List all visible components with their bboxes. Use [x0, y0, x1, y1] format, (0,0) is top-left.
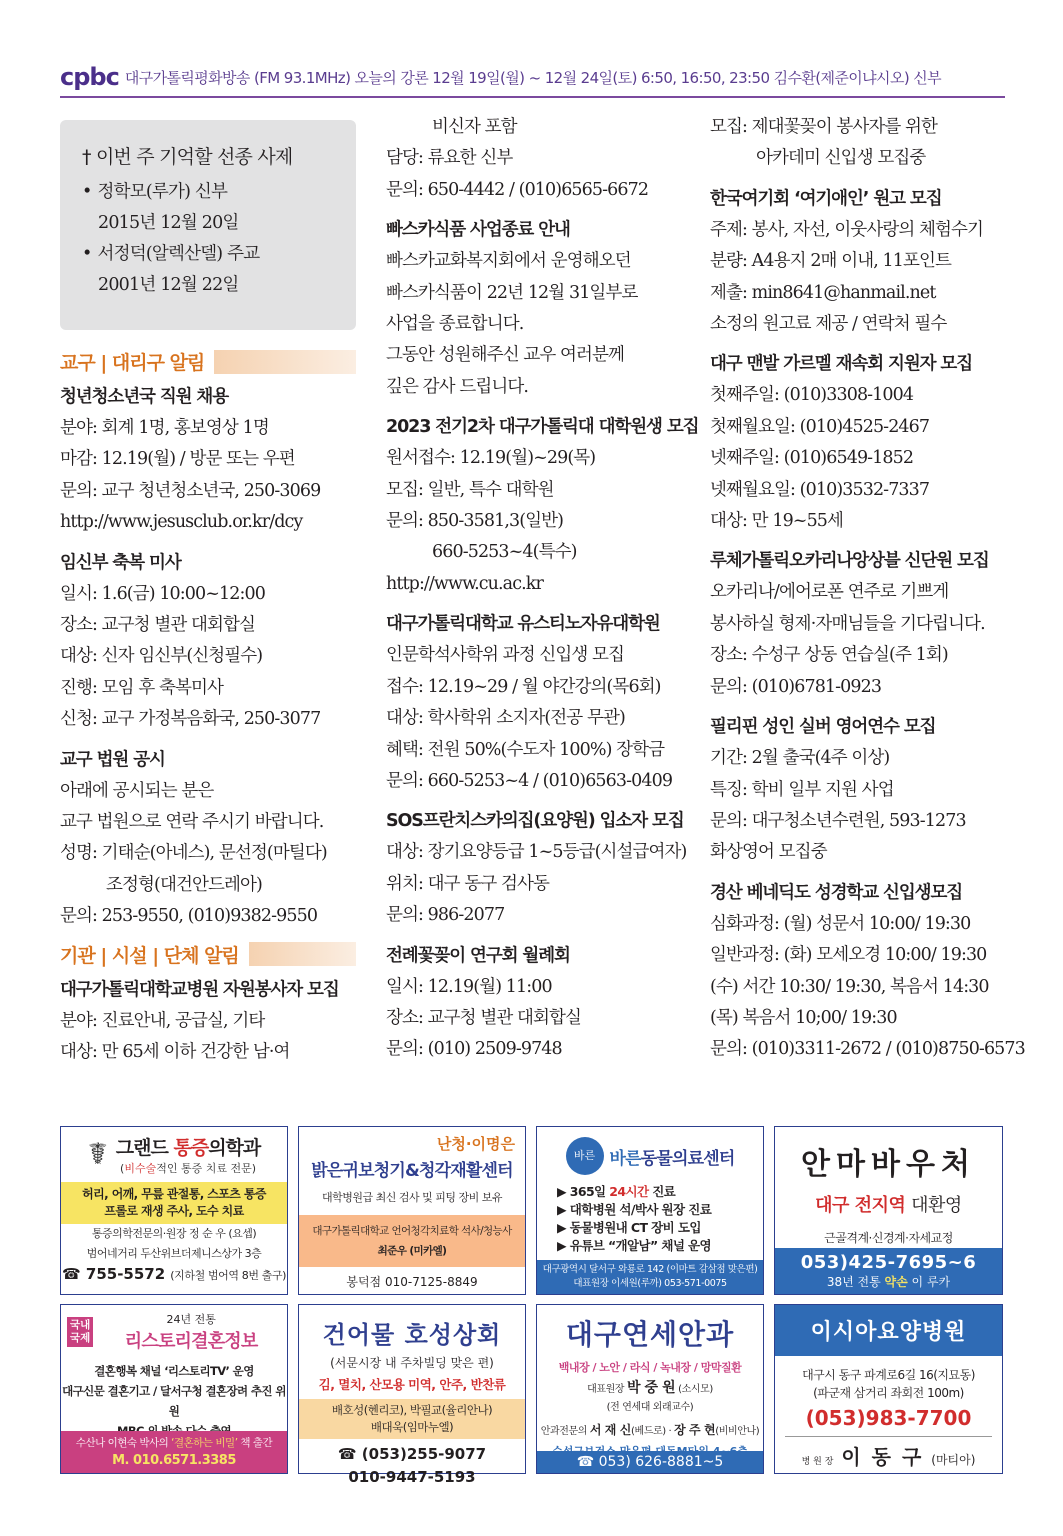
notice-ocarina: 루체가톨릭오카리나앙상블 신단원 모집 오카리나/에어로폰 연주로 기쁘게 봉사하실 형제·자매님들을 기다립니다. 장소: 수성구 상동 연습실(주 1회) 문의: (010)6781-0923	[710, 551, 989, 697]
notice-manuscript: 한국여기회 ‘여기애인’ 원고 모집 주제: 봉사, 자선, 이웃사랑의 체험수기 분량: A4용지 2매 이내, 11포인트 제출: min8641@hanmail.net 소정의 원고료 제공 / 연락처 필수	[710, 183, 1010, 341]
notice-diocese-court: 교구 법원 공시 아래에 공시되는 분은 교구 법원으로 연락 주시기 바랍니다. 성명: 기태순(아네스), 문선정(마틸다) 조정형(대건안드레아) 문의: 253-9550, (010)9382-9550	[60, 749, 327, 927]
ad-nursing-hospital[interactable]: 이시아요양병원 대구시 동구 파계로6길 16(지묘동) (파군재 삼거리 좌회전 100m) (053)983-7700 병 원 장 이 동 구 (마티아)	[774, 1304, 1003, 1474]
ad-wedding-info[interactable]: 국내 국제 24년 전통 리스토리결혼정보 결혼행복 채널 ‘리스토리TV’ 운영 대구신문 결혼기고 / 달서구청 결혼장려 추진 위원 수산나 이현숙 박사의 ‘결혼하는 비밀’ 책 출간 M. 010.6571.3385	[60, 1304, 288, 1474]
memorial-item: • 서정덕(알렉산델) 주교 2001년 12월 22일	[82, 244, 260, 295]
ad-eye-clinic[interactable]: 대구연세안과 백내장 / 노안 / 라식 / 녹내장 / 망막질환 대표원장 박 중 원 (소시모) (전 연세대 외래교수) 안과전문의 서 재 신(베드로) · 장 주 현(비비안나) ☎ 053) 626-8881~5	[536, 1304, 764, 1474]
section-header-diocese: 교구 | 대리구 알림	[60, 348, 356, 375]
notice-carmel: 대구 맨발 가르멜 재속회 지원자 모집 첫째주일: (010)3308-1004 첫째월요일: (010)4525-2467 넷째주일: (010)6549-1852 넷째월요일: (010)3532-7337 대상: 만 19~55세	[710, 354, 973, 532]
column-1	[60, 112, 356, 1077]
column-2	[386, 112, 699, 1074]
notice-graduate-admission: 2023 전기2차 대구가톨릭대 대학원생 모집 원서접수: 12.19(월)~29(목) 모집: 일반, 특수 대학원 문의: 850-3581,3(일반) 660-5253~4(특수) http://www.cu.ac.kr	[386, 411, 686, 600]
memorial-box	[60, 120, 356, 330]
link-url[interactable]: http://www.jesusclub.or.kr/dcy	[60, 512, 303, 533]
notice-philippines-english: 필리핀 성인 실버 영어연수 모집 기간: 2월 출국(4주 이상) 특징: 학비 일부 지원 사업 문의: 대구청소년수련원, 593-1273 화상영어 모집중	[710, 717, 966, 863]
notice-youth-hiring: 청년청소년국 직원 채용 분야: 회계 1명, 홍보영상 1명 마감: 12.19(월) / 방문 또는 우편 문의: 교구 청년청소년국, 250-3069 http://www.jesusclub.or.kr/dcy	[60, 381, 356, 539]
notice-continued: 모집: 제대꽃꽂이 봉사자를 위한 아카데미 신입생 모집중	[710, 117, 938, 169]
section-header-institutions: 기관 | 시설 | 단체 알림	[60, 941, 356, 968]
notice-flower-meeting: 전례꽃꽂이 연구회 월례회 일시: 12.19(월) 11:00 장소: 교구청 별관 대회합실 문의: (010) 2509-9748	[386, 945, 582, 1060]
cpbc-logo: cpbc	[60, 63, 119, 91]
ad-massage-voucher[interactable]: 안마바우처 대구 전지역 대환영 근골격계·신경계·자세교정 053)425-7695~6 38년 전통 약손 이 루카	[774, 1126, 1003, 1295]
notice-continued: 비신자 포함 담당: 류요한 신부 문의: 650-4442 / (010)6565-6672	[386, 117, 649, 200]
clinic-logo-icon: ☤	[87, 1137, 108, 1172]
link-url[interactable]: http://www.cu.ac.kr	[386, 573, 543, 594]
ad-hearing-center[interactable]: 난청·이명은 밝은귀보청기&청각재활센터 대학병원급 최신 검사 및 피팅 장비 보유 대구가톨릭대학교 언어청각치료학 석사/청능사 최준우 (미카엘) 봉덕점 010-7125-8849	[298, 1126, 526, 1295]
ad-animal-medical-center[interactable]: 바른 바른동물의료센터 ▶ 365일 24시간 진료 ▶ 대학병원 석/박사 원장 진료 ▶ 동물병원내 CT 장비 도입 ▶ 유튜브 “개알남” 채널 운영 대구광역시 달서구 와룡로 142 (이마트 감삼점 맞은편) 대표원장 이세원(루까) 053-571-0075	[536, 1126, 764, 1295]
column-3	[710, 112, 1025, 1074]
memorial-title: † 이번 주 기억할 선종 사제	[82, 146, 293, 168]
memorial-item: • 정학모(루가) 신부 2015년 12월 20일	[82, 182, 239, 233]
notice-pregnant-mass: 임신부 축복 미사 일시: 1.6(금) 10:00~12:00 장소: 교구청 별관 대회합실 대상: 신자 임신부(신청필수) 진행: 모임 후 축복미사 신청: 교구 가정복음화국, 250-3077	[60, 552, 321, 730]
notice-pascha-food: 빠스카식품 사업종료 안내 빠스카교화복지회에서 운영해오던 빠스카식품이 22년 12월 31일부로 사업을 종료합니다. 그동안 성원해주신 교우 여러분께 깊은 감사 드립니다.	[386, 220, 638, 397]
notice-hospital-volunteer: 대구가톨릭대학교병원 자원봉사자 모집 분야: 진료안내, 공급실, 기타 대상: 만 65세 이하 건강한 남·여	[60, 979, 339, 1063]
ad-dried-seafood[interactable]: 건어물 호성상회 (서문시장 내 주차빌딩 맞은 편) 김, 멸치, 산모용 미역, 안주, 반찬류 배호성(헨리코), 박필교(율리안나) 배대욱(임마누엘) ☎ (053)255-9077 010-9447-5193	[298, 1304, 526, 1474]
page-header	[60, 58, 1005, 98]
notice-sos-nursing-home: SOS프란치스카의집(요양원) 입소자 모집 대상: 장기요양등급 1~5등급(시설급여자) 위치: 대구 동구 검사동 문의: 986-2077	[386, 811, 687, 926]
email-link[interactable]: 제출: min8641@hanmail.net	[710, 282, 936, 303]
notice-bible-school: 경산 베네딕도 성경학교 신입생모집 심화과정: (월) 성문서 10:00/ 19:30 일반과정: (화) 모세오경 10:00/ 19:30 (수) 서간 10:30/ 19:30, 복음서 14:30 (목) 복음서 10;00/ 19:30 문의: (010)3311-2672 / (010)8750-6573	[710, 882, 1025, 1060]
notice-justino-college: 대구가톨릭대학교 유스티노자유대학원 인문학석사학위 과정 신입생 모집 접수: 12.19~29 / 월 야간강의(목6회) 대상: 학사학위 소지자(전공 무관) 혜택: 전원 50%(수도자 100%) 장학금 문의: 660-5253~4 / (010)6563-0409	[386, 614, 673, 791]
ad-grand-pain-clinic[interactable]: ☤ 그랜드 통증의학과 (비수술적인 통증 치료 전문) 허리, 어깨, 무릎 관절통, 스포츠 통증 프롤로 재생 주사, 도수 치료 통증의학전문의·원장 정 순 우 (요셉) 범어네거리 두산위브더제니스상가 3층 ☎ 755-5572 (지하철 범어역 8번 출구)	[60, 1126, 288, 1295]
animal-center-logo-icon: 바른	[566, 1137, 604, 1175]
broadcast-info: 대구가톨릭평화방송 (FM 93.1MHz) 오늘의 강론 12월 19일(월) ~ 12월 24일(토) 6:50, 16:50, 23:50 김수환(제준이냐시오) 신부	[124, 68, 942, 87]
